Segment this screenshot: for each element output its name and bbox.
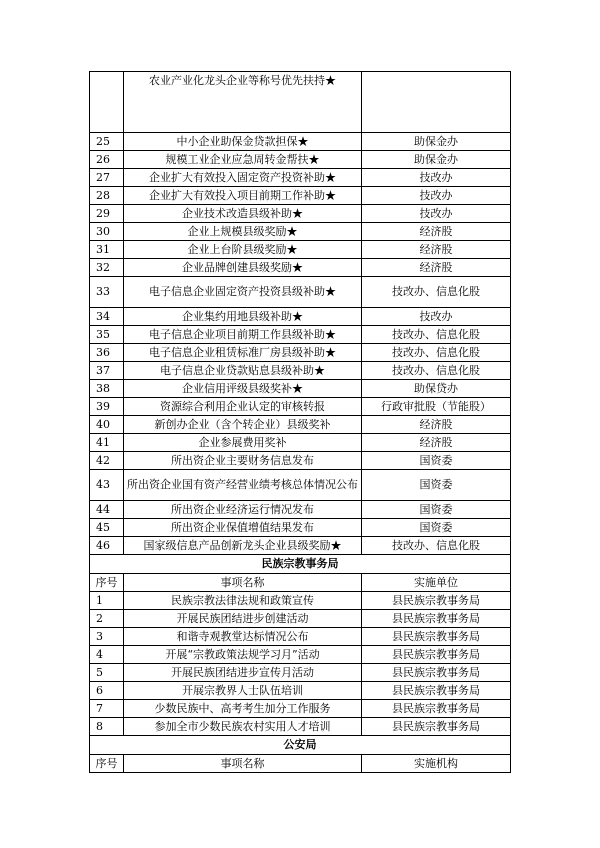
- row-unit: 技改办、信息化股: [362, 344, 511, 362]
- table-body: [90, 72, 511, 773]
- row-unit: 国资委: [362, 501, 511, 519]
- row-item: 开展民族团结进步创建活动: [124, 610, 362, 628]
- row-no: 39: [90, 398, 124, 416]
- row-item: 企业扩大有效投入固定资产投资补助★: [124, 169, 362, 187]
- row-no: 3: [90, 628, 124, 646]
- row-item: 所出资企业主要财务信息发布: [124, 452, 362, 470]
- row-no: 30: [90, 223, 124, 241]
- table-row: [90, 259, 511, 277]
- row-unit: 技改办、信息化股: [362, 277, 511, 308]
- row-no: 38: [90, 380, 124, 398]
- row-item: 电子信息企业租赁标准厂房县级补助★: [124, 344, 362, 362]
- row-unit: 经济股: [362, 416, 511, 434]
- table-row: [90, 151, 511, 169]
- row-no: 4: [90, 646, 124, 664]
- row-no: 28: [90, 187, 124, 205]
- section-title-police: 公安局: [90, 736, 511, 755]
- row-item: 企业品牌创建县级奖励★: [124, 259, 362, 277]
- row-item: 电子信息企业项目前期工作县级补助★: [124, 326, 362, 344]
- header-no: 序号: [90, 574, 124, 592]
- public-service-table: [89, 71, 511, 773]
- row-no: 26: [90, 151, 124, 169]
- row-item: 开展民族团结进步宣传月活动: [124, 664, 362, 682]
- row-unit: 助保金办: [362, 133, 511, 151]
- table-row: [90, 380, 511, 398]
- row-unit: 经济股: [362, 241, 511, 259]
- row-unit: 经济股: [362, 434, 511, 452]
- table-row: [90, 187, 511, 205]
- row-unit: 经济股: [362, 223, 511, 241]
- row-no: 6: [90, 682, 124, 700]
- row-no: 33: [90, 277, 124, 308]
- row-unit: 国资委: [362, 452, 511, 470]
- table-row: [90, 718, 511, 736]
- row-unit: 助保贷办: [362, 380, 511, 398]
- row-item: 规模工业企业应急周转金帮扶★: [124, 151, 362, 169]
- table-row: [90, 241, 511, 259]
- header-row: [90, 755, 511, 773]
- table-row: [90, 133, 511, 151]
- row-item: 国家级信息产品创新龙头企业县级奖励★: [124, 537, 362, 555]
- row-unit: 经济股: [362, 259, 511, 277]
- row-item: 企业集约用地县级补助★: [124, 308, 362, 326]
- row-unit: 行政审批股（节能股）: [362, 398, 511, 416]
- row-unit: 技改办、信息化股: [362, 537, 511, 555]
- header-unit: 实施机构: [362, 755, 511, 773]
- row-item: 少数民族中、高考考生加分工作服务: [124, 700, 362, 718]
- row-item: 所出资企业国有资产经营业绩考核总体情况公布: [124, 470, 362, 501]
- row-unit: 技改办: [362, 187, 511, 205]
- table-row: [90, 646, 511, 664]
- row-no: 2: [90, 610, 124, 628]
- row-item: 新创办企业（含个转企业）县级奖补: [124, 416, 362, 434]
- row-no: 29: [90, 205, 124, 223]
- table-row: [90, 700, 511, 718]
- row-item: 农业产业化龙头企业等称号优先扶持★: [124, 72, 362, 133]
- table-row: [90, 344, 511, 362]
- row-unit: 技改办: [362, 205, 511, 223]
- row-unit: 助保金办: [362, 151, 511, 169]
- row-item: 电子信息企业固定资产投资县级补助★: [124, 277, 362, 308]
- table-row: [90, 205, 511, 223]
- section-title-row: [90, 736, 511, 755]
- row-unit: 县民族宗教事务局: [362, 682, 511, 700]
- table-row: [90, 169, 511, 187]
- row-unit: 县民族宗教事务局: [362, 664, 511, 682]
- row-item: 企业信用评级县级奖补★: [124, 380, 362, 398]
- row-no: 31: [90, 241, 124, 259]
- row-no: 46: [90, 537, 124, 555]
- table-row: [90, 537, 511, 555]
- table-row: [90, 362, 511, 380]
- row-no: 43: [90, 470, 124, 501]
- row-no: [90, 72, 124, 133]
- row-no: 37: [90, 362, 124, 380]
- row-item: 企业扩大有效投入项目前期工作补助★: [124, 187, 362, 205]
- table-row: [90, 470, 511, 501]
- row-no: 42: [90, 452, 124, 470]
- row-no: 25: [90, 133, 124, 151]
- header-item: 事项名称: [124, 755, 362, 773]
- row-item: 中小企业助保金贷款担保★: [124, 133, 362, 151]
- row-unit: 县民族宗教事务局: [362, 646, 511, 664]
- table-row: [90, 72, 511, 133]
- table-row: [90, 664, 511, 682]
- header-row: [90, 574, 511, 592]
- table-row: [90, 519, 511, 537]
- row-item: 电子信息企业贷款贴息县级补助★: [124, 362, 362, 380]
- section-title-ethnic: 民族宗教事务局: [90, 555, 511, 574]
- row-no: 45: [90, 519, 124, 537]
- row-unit: 县民族宗教事务局: [362, 700, 511, 718]
- table-row: [90, 682, 511, 700]
- table-row: [90, 452, 511, 470]
- row-unit: 国资委: [362, 470, 511, 501]
- table-row: [90, 326, 511, 344]
- row-item: 企业上台阶县级奖励★: [124, 241, 362, 259]
- row-item: 所出资企业经济运行情况发布: [124, 501, 362, 519]
- row-item: 开展宗教界人士队伍培训: [124, 682, 362, 700]
- row-no: 27: [90, 169, 124, 187]
- row-unit: 县民族宗教事务局: [362, 628, 511, 646]
- row-item: 企业技术改造县级补助★: [124, 205, 362, 223]
- table-row: [90, 416, 511, 434]
- section-title-row: [90, 555, 511, 574]
- row-item: 所出资企业保值增值结果发布: [124, 519, 362, 537]
- row-no: 5: [90, 664, 124, 682]
- table-row: [90, 308, 511, 326]
- row-unit: 国资委: [362, 519, 511, 537]
- row-item: 资源综合利用企业认定的审核转报: [124, 398, 362, 416]
- table-row: [90, 277, 511, 308]
- table-row: [90, 223, 511, 241]
- table-row: [90, 398, 511, 416]
- row-no: 34: [90, 308, 124, 326]
- table-row: [90, 628, 511, 646]
- row-no: 36: [90, 344, 124, 362]
- table-row: [90, 501, 511, 519]
- row-unit: 县民族宗教事务局: [362, 592, 511, 610]
- row-item: 参加全市少数民族农村实用人才培训: [124, 718, 362, 736]
- row-no: 40: [90, 416, 124, 434]
- header-unit: 实施单位: [362, 574, 511, 592]
- row-unit: 技改办: [362, 169, 511, 187]
- header-no: 序号: [90, 755, 124, 773]
- row-item: 企业上规模县级奖励★: [124, 223, 362, 241]
- header-item: 事项名称: [124, 574, 362, 592]
- row-no: 1: [90, 592, 124, 610]
- row-unit: 技改办: [362, 308, 511, 326]
- row-unit: 县民族宗教事务局: [362, 610, 511, 628]
- table-row: [90, 610, 511, 628]
- row-no: 32: [90, 259, 124, 277]
- row-no: 44: [90, 501, 124, 519]
- row-item: 民族宗教法律法规和政策宣传: [124, 592, 362, 610]
- row-item: 和谐寺观教堂达标情况公布: [124, 628, 362, 646]
- table-row: [90, 592, 511, 610]
- row-item: 企业参展费用奖补: [124, 434, 362, 452]
- row-no: 7: [90, 700, 124, 718]
- table-row: [90, 434, 511, 452]
- row-item: 开展“宗教政策法规学习月”活动: [124, 646, 362, 664]
- row-unit: 技改办、信息化股: [362, 326, 511, 344]
- row-no: 35: [90, 326, 124, 344]
- row-no: 41: [90, 434, 124, 452]
- row-unit: 技改办、信息化股: [362, 362, 511, 380]
- row-no: 8: [90, 718, 124, 736]
- row-unit: 县民族宗教事务局: [362, 718, 511, 736]
- row-unit: [362, 72, 511, 133]
